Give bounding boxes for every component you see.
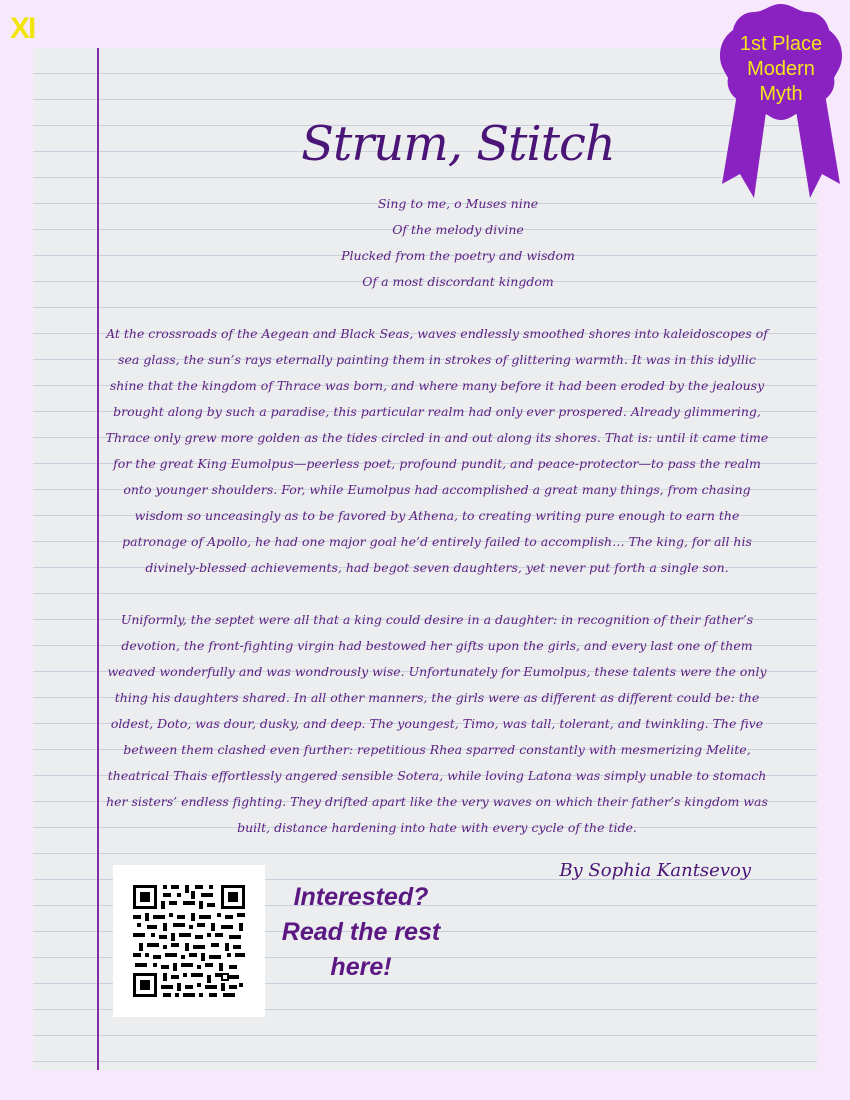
award-line: Myth	[759, 83, 803, 105]
qr-code[interactable]	[113, 865, 265, 1017]
cta-line: Interested?	[293, 883, 429, 911]
award-ribbon	[716, 2, 846, 202]
poem-line: Plucked from the poetry and wisdom	[341, 248, 575, 263]
poem-line: Sing to me, o Muses nine	[377, 196, 539, 211]
story-paragraph: Uniformly, the septet were all that a king could desire in a daughter: in recognition of their father’s devotion, the front-fighting virgin had bestowed her gifts upon the girls, and every last one of them weaved wonderfully and was wondrously wise. Unfortunately for Eumolpus, these talents were the only thing his daughters shared. In all other manners, the girls were as different as different could be: the oldest, Doto, was dour, dusky, and deep. The youngest, Timo, was tall, tolerant, and twinkling. The five between them clashed even further: repetitious Rhea sparred constantly with mesmerizing Melite, theatrical Thais effortlessly angered sensible Sotera, while loving Latona was simply unable to stomach her sisters’ endless fighting. They drifted apart like the very waves on which their father’s kingdom was built, distance hardening into hate with every cycle of the tide.	[106, 612, 768, 835]
poem-line: Of a most discordant kingdom	[362, 274, 554, 289]
award-line: Modern	[747, 58, 815, 80]
story-paragraph: At the crossroads of the Aegean and Black Seas, waves endlessly smoothed shores into kaleidoscopes of sea glass, the sun’s rays eternally painting them in strokes of glittering warmth. It was in this idyllic shine that the kingdom of Thrace was born, and where many before it had been eroded by the jealousy brought along by such a paradise, this particular realm had only ever prospered. Already glimmering, Thrace only grew more golden as the tides circled in and out along its shores. That is: until it came time for the great King Eumolpus—peerless poet, profound pundit, and peace-protector—to pass the realm onto younger shoulders. For, while Eumolpus had accomplished a great many things, from chasing wisdom so unceasingly as to be favored by Athena, to creating writing pure enough to earn the patronage of Apollo, he had one major goal he’d entirely failed to accomplish… The king, for all his divinely-blessed achievements, had begot seven daughters, yet never put forth a single son.	[105, 326, 769, 575]
award-line: 1st Place	[739, 33, 823, 55]
byline: By Sophia Kantsevoy	[559, 860, 751, 881]
read-more-link[interactable]	[273, 880, 449, 985]
award-text	[716, 32, 846, 107]
cta-line: here!	[330, 953, 392, 981]
poem	[99, 191, 817, 295]
lined-paper	[33, 48, 817, 1070]
story-title: Strum, Stitch	[301, 116, 615, 172]
poem-line: Of the melody divine	[392, 222, 524, 237]
qr-code-icon	[133, 885, 245, 997]
page-number: XI	[10, 12, 35, 45]
cta-line: Read the rest	[281, 918, 441, 946]
